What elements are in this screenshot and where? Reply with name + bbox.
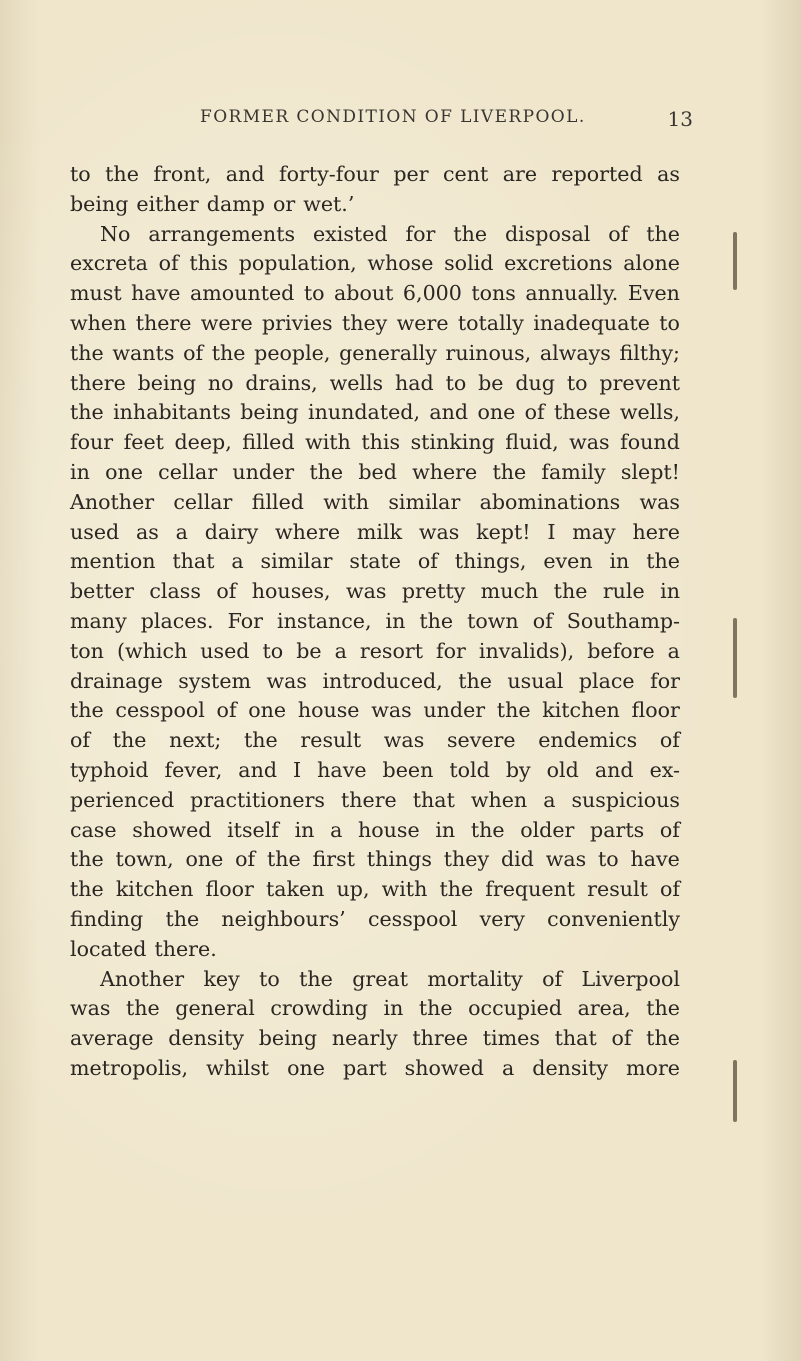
- page-header: [0, 107, 801, 135]
- text-line: metropolis, whilst one part showed a density more: [70, 1055, 680, 1080]
- text-line: must have amounted to about 6,000 tons annually. Even: [70, 281, 680, 306]
- page-number: 13: [667, 107, 693, 131]
- text-line: there being no drains, wells had to be dug to prevent: [70, 370, 680, 395]
- text-line: case showed itself in a house in the older parts of: [70, 817, 680, 842]
- text-line: to the front, and forty-four per cent are reported as: [70, 162, 680, 186]
- text-line: drainage system was introduced, the usual place for: [70, 668, 680, 693]
- margin-mark-lower: [733, 1060, 737, 1122]
- text-line: was the general crowding in the occupied area, the: [70, 996, 680, 1021]
- text-line: excreta of this population, whose solid excretions alone: [70, 251, 680, 276]
- text-line: the town, one of the first things they did was to have: [70, 847, 680, 872]
- text-line: the wants of the people, generally ruinous, always filthy;: [70, 340, 680, 365]
- text-line: the cesspool of one house was under the kitchen floor: [70, 698, 680, 723]
- text-line: ton (which used to be a resort for invalids), before a: [70, 638, 680, 663]
- text-line: being either damp or wet.’: [70, 191, 355, 216]
- text-line: when there were privies they were totally inadequate to: [70, 310, 680, 335]
- text-line: typhoid fever, and I have been told by old and ex-: [70, 757, 680, 782]
- margin-mark-middle: [733, 618, 737, 698]
- text-line: of the next; the result was severe endemics of: [70, 728, 680, 753]
- text-line: perienced practitioners there that when a suspicious: [70, 787, 680, 812]
- text-line: used as a dairy where milk was kept! I may here: [70, 519, 680, 544]
- text-line: No arrangements existed for the disposal of the: [100, 221, 680, 246]
- text-line: the kitchen floor taken up, with the frequent result of: [70, 877, 680, 902]
- text-line: located there.: [70, 936, 217, 961]
- text-line: in one cellar under the bed where the family slept!: [70, 459, 680, 484]
- text-line: the inhabitants being inundated, and one of these wells,: [70, 400, 680, 425]
- text-line: Another cellar filled with similar abominations was: [70, 489, 680, 514]
- text-line: mention that a similar state of things, even in the: [70, 549, 680, 574]
- text-line: Another key to the great mortality of Liverpool: [100, 966, 680, 991]
- text-line: average density being nearly three times that of the: [70, 1026, 680, 1051]
- text-line: four feet deep, filled with this stinking fluid, was found: [70, 430, 680, 455]
- text-line: finding the neighbours’ cesspool very conveniently: [70, 906, 680, 931]
- running-head: FORMER CONDITION OF LIVERPOOL.: [200, 107, 586, 127]
- text-line: many places. For instance, in the town of Southamp-: [70, 608, 680, 633]
- text-line: better class of houses, was pretty much the rule in: [70, 579, 680, 604]
- margin-mark-upper: [733, 232, 737, 290]
- body-text: [70, 160, 680, 1084]
